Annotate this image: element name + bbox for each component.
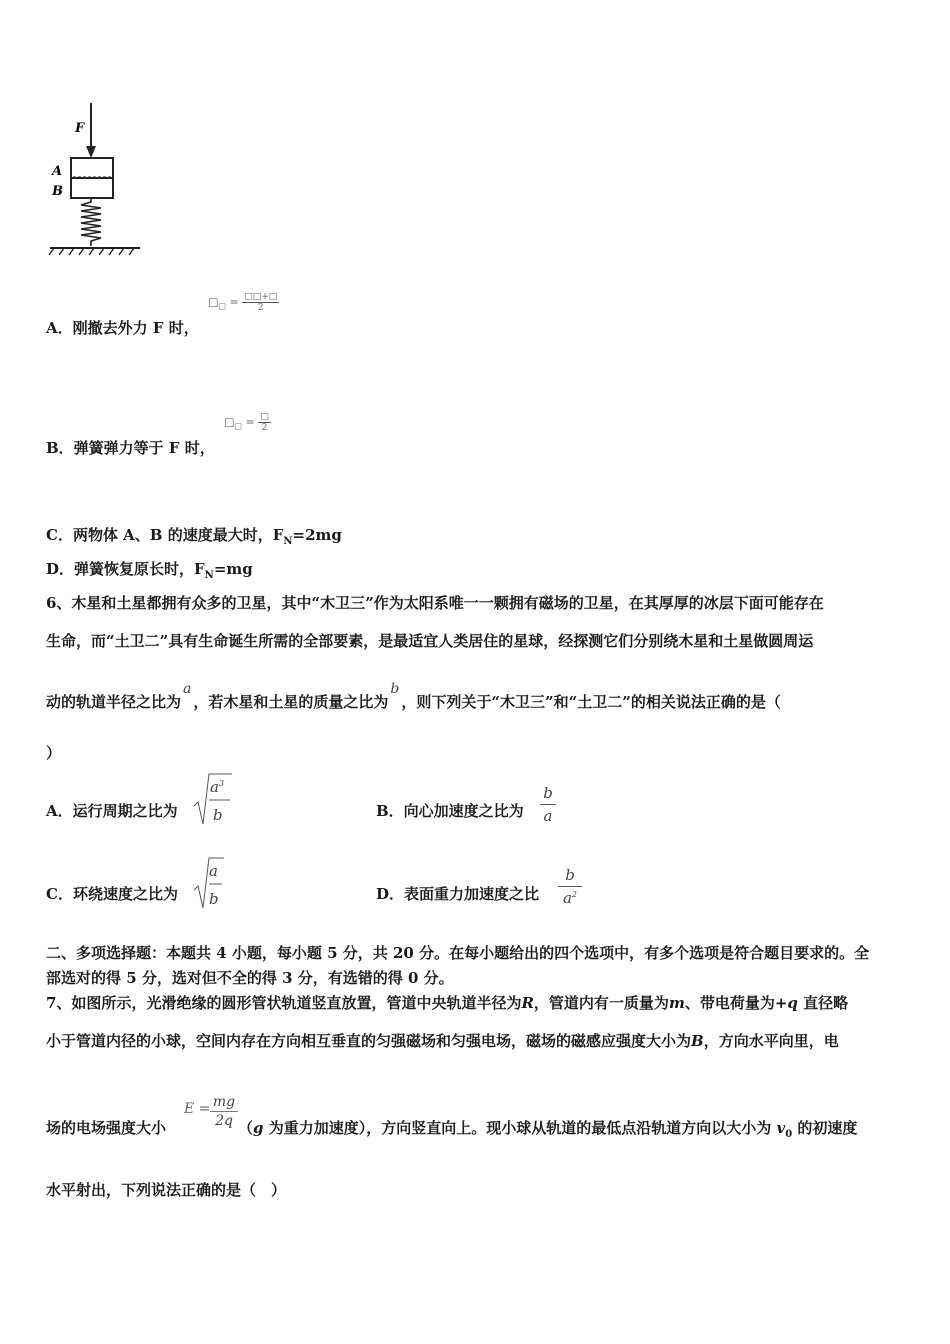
block-A [71,158,113,178]
q7-line-1-d: 直径略 [797,994,849,1012]
q5-b-formula-den: 2 [258,422,271,433]
spring-block-figure [40,98,150,260]
q5-option-a-formula: $□_□$ = $\frac{□□+□}{2}$ [208,292,278,313]
q7-line-3-a: 场的电场强度大小 [46,1119,167,1137]
q7-line-1 [46,993,848,1013]
q7-var-m: m [668,994,685,1012]
q5-option-c-tail: =2mg [292,526,342,544]
q7-var-q: q [787,994,798,1012]
q6-option-d [376,884,539,904]
q6-option-b [376,801,524,821]
q6-c-den: b [209,890,219,908]
q7-line-2-b: ，方向水平向里，电 [703,1032,839,1050]
q5-option-b [46,438,215,458]
q7-E-den: 2q [215,1113,233,1129]
q5-a-formula-num: □□+□ [244,292,278,302]
ground-hatch [49,248,134,255]
q7-line-2-a: 小于管道内径的小球，空间内存在方向相互垂直的匀强磁场和匀强电场，磁场的磁感应强度大小为 [46,1032,692,1050]
q5-option-b-label: B．弹簧弹力等于 F 时， [46,439,215,457]
q6-line-2: 生命，而“土卫二”具有生命诞生所需的全部要素，是最适宜人类居住的星球，经探测它们分别绕木星和土星做圆周运 [46,632,814,650]
q7-line-4: 水平射出，下列说法正确的是（ ） [46,1181,287,1199]
q5-option-d [46,559,253,586]
q5-b-formula-sub: □ [234,421,242,431]
q5-option-d-tail: =mg [213,560,253,578]
force-arrow-head [86,146,96,158]
q6-var-b: b [390,681,400,697]
q7-E-lhs: E = [184,1101,211,1117]
q6-b-den: a [543,807,553,825]
q5-a-formula-lhs: □ [208,295,219,309]
section2-line-1: 二、多项选择题：本题共 4 小题，每小题 5 分，共 20 分。在每小题给出的四个选项中，有多个选项是符合题目要求的。全 [46,944,870,962]
q6-option-c-label: C．环绕速度之比为 [46,885,178,903]
q6-line-3 [46,681,781,713]
label-A: A [52,164,63,179]
q6-line-3-a: 动的轨道半径之比为 [46,693,182,711]
q6-a-num: a [210,778,219,796]
q6-var-a: a [183,681,192,697]
q5-a-formula-sub: □ [218,301,226,311]
q5-option-a-label: A．刚撤去外力 F 时， [46,319,199,337]
q5-option-d-sub: N [204,570,214,581]
q6-line-4: ） [46,744,62,762]
q7-var-v-sub: 0 [785,1129,793,1140]
q6-option-a-label: A．运行周期之比为 [46,802,178,820]
q5-b-formula-num: □ [260,412,269,422]
q6-line-3-c: ，则下列关于“木卫三”和“土卫二”的相关说法正确的是（ [401,693,781,711]
q6-line-3-b: ，若木星和土星的质量之比为 [193,693,389,711]
q5-option-a [46,318,199,338]
spring [81,198,101,246]
q7-var-R: R [521,994,534,1012]
q5-option-b-formula: $□_□$ = $\frac{□}{2}$ [224,412,269,433]
q5-option-d-label: D．弹簧恢复原长时，F [46,560,205,578]
q5-a-formula-den: 2 [242,302,279,313]
q6-option-c [46,884,178,904]
q7-line-2 [46,1031,839,1051]
q6-option-a [46,801,178,821]
q6-d-den: a [562,889,572,907]
q7-var-B: B [691,1032,704,1050]
q7-var-v: v [776,1119,786,1137]
q6-a-num-exp: 3 [218,779,225,788]
q5-option-c-sub: N [283,536,293,547]
q6-option-d-label: D．表面重力加速度之比 [376,885,540,903]
q7-var-g: g [253,1119,264,1137]
q6-line-1: 6、木星和土星都拥有众多的卫星，其中“木卫三”作为太阳系唯一一颗拥有磁场的卫星，在其厚厚的冰层下面可能存在 [46,594,824,612]
q7-E-num: mg [212,1094,236,1110]
q6-d-num: b [565,866,575,884]
q6-b-num: b [543,784,553,802]
block-B [71,178,113,198]
q7-line-1-b: ，管道内有一质量为 [533,994,669,1012]
label-F: F [75,121,85,136]
q5-option-c-label: C．两物体 A、B 的速度最大时，F [46,526,284,544]
q7-line-3-b: （ [238,1119,254,1137]
q5-option-c [46,525,342,552]
q6-a-den: b [213,806,223,824]
q7-line-3-c: 为重力加速度），方向竖直向上。现小球从轨道的最低点沿轨道方向以大小为 [263,1119,777,1137]
q7-line-3 [46,1118,857,1145]
q6-c-num: a [209,862,218,880]
q6-d-den-exp: 2 [571,890,578,899]
section2-line-2: 部选对的得 5 分，选对但不全的得 3 分，有选错的得 0 分。 [46,969,454,987]
q7-line-1-a: 7、如图所示，光滑绝缘的圆形管状轨道竖直放置，管道中央轨道半径为 [46,994,522,1012]
q6-option-b-label: B．向心加速度之比为 [376,802,524,820]
label-B: B [52,184,63,199]
q7-line-1-c: 、带电荷量为+ [684,994,788,1012]
q5-b-formula-lhs: □ [224,415,235,429]
q7-line-3-d: 的初速度 [792,1119,858,1137]
